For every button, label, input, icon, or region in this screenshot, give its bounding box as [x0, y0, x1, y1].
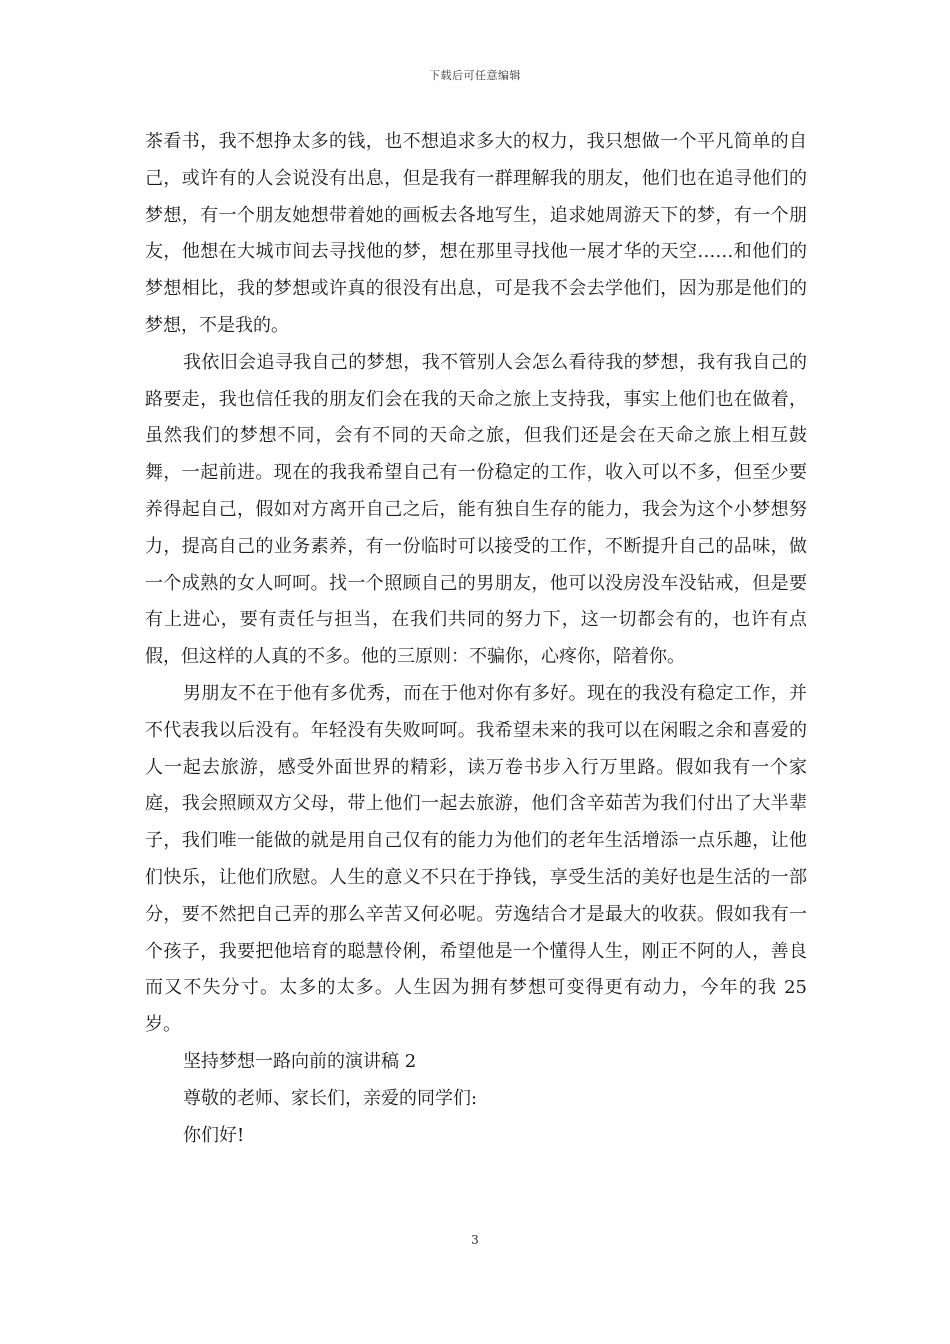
paragraph-3: 男朋友不在于他有多优秀，而在于他对你有多好。现在的我没有稳定工作，并不代表我以后没有。年轻没有失败呵呵。我希望未来的我可以在闲暇之余和喜爱的人一起去旅游，感受外面世界的精彩，读万卷书步入行万里路。假如我有一个家庭，我会照顾双方父母，带上他们一起去旅游，他们含辛茹苦为我们付出了大半辈子，我们唯一能做的就是用自己仅有的能力为他们的老年生活增添一点乐趣，让他们快乐，让他们欣慰。人生的意义不只在于挣钱，享受生活的美好也是生活的一部分，要不然把自己弄的那么辛苦又何必呢。劳逸结合才是最大的收获。假如我有一个孩子，我要把他培育的聪慧伶俐，希望他是一个懂得人生，刚正不阿的人，善良而又不失分寸。太多的太多。人生因为拥有梦想可变得更有动力，今年的我 25 岁。	[145, 682, 807, 1036]
paragraph-2: 我依旧会追寻我自己的梦想，我不管别人会怎么看待我的梦想，我有我自己的路要走，我也信任我的朋友们会在我的天命之旅上支持我，事实上他们也在做着，虽然我们的梦想不同，会有不同的天命之旅，但我们还是会在天命之旅上相互鼓舞，一起前进。现在的我我希望自己有一份稳定的工作，收入可以不多，但至少要养得起自己，假如对方离开自己之后，能有独自生存的能力，我会为这个小梦想努力，提高自己的业务素养，有一份临时可以接受的工作，不断提升自己的品味，做一个成熟的女人呵呵。找一个照顾自己的男朋友，他可以没房没车没钻戒，但是要有上进心，要有责任与担当，在我们共同的努力下，这一切都会有的，也许有点假，但这样的人真的不多。他的三原则：不骗你，心疼你，陪着你。	[145, 351, 807, 668]
paragraph-1: 茶看书，我不想挣太多的钱，也不想追求多大的权力，我只想做一个平凡简单的自己，或许有的人会说没有出息，但是我有一群理解我的朋友，他们也在追寻他们的梦想，有一个朋友她想带着她的画板去各地写生，追求她周游天下的梦，有一个朋友，他想在大城市间去寻找他的梦，想在那里寻找他一展才华的天空……和他们的梦想相比，我的梦想或许真的很没有出息，可是我不会去学他们，因为那是他们的梦想，不是我的。	[145, 131, 807, 336]
salutation-line: 尊敬的老师、家长们，亲爱的同学们:	[183, 1087, 478, 1109]
document-body	[145, 124, 807, 1154]
greeting-line: 你们好!	[183, 1124, 245, 1146]
page-number: 3	[471, 1233, 479, 1247]
speech-title-2: 坚持梦想一路向前的演讲稿 2	[183, 1050, 417, 1072]
page-header: 下载后可任意编辑	[429, 69, 521, 82]
